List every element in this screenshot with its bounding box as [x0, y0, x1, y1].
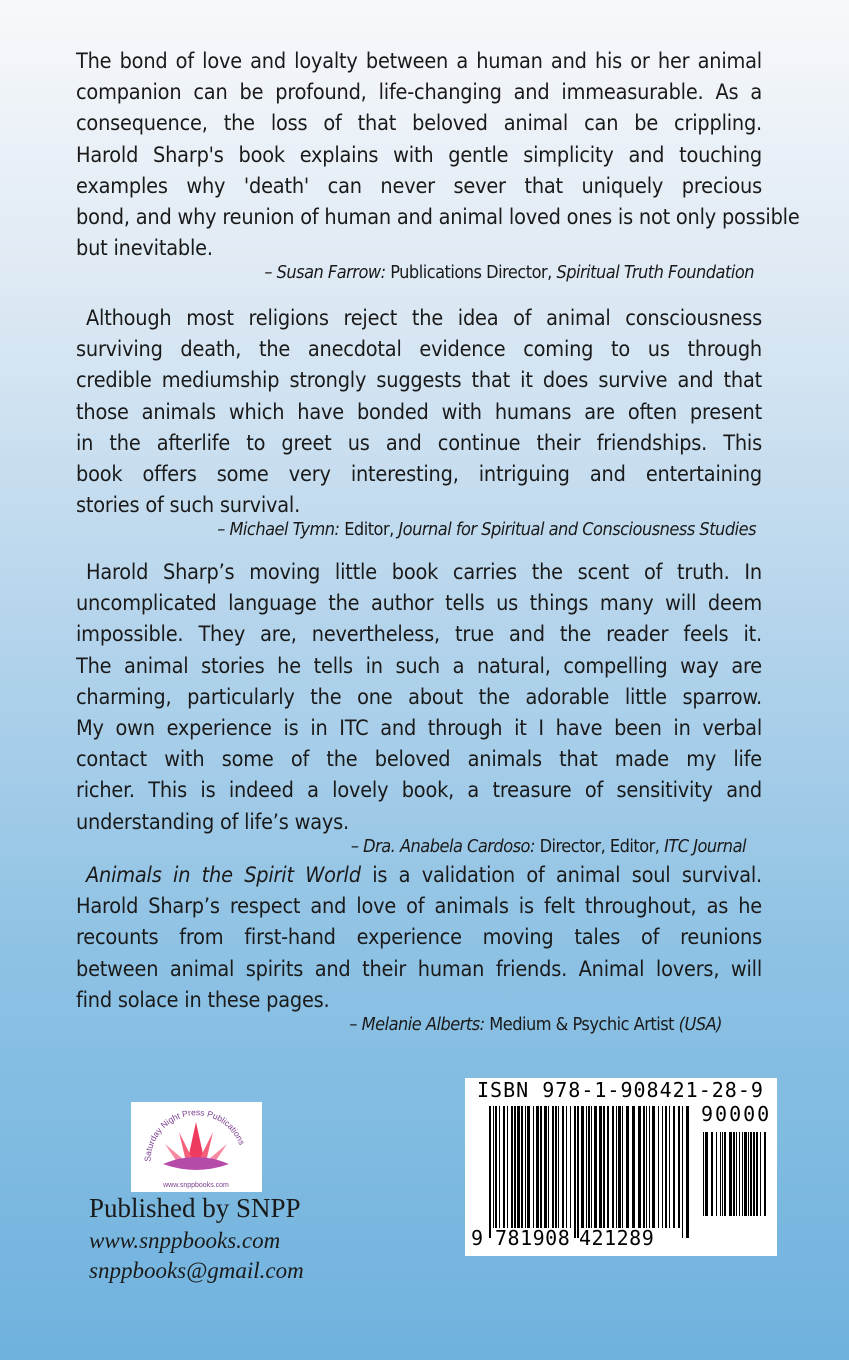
- publisher-email[interactable]: snppbooks@gmail.com: [89, 1258, 304, 1283]
- barcode-digits-right: 421289: [579, 1226, 655, 1250]
- review-line: find solace in these pages.: [76, 987, 330, 1013]
- barcode-bar: [742, 1132, 743, 1216]
- barcode-bar: [760, 1132, 761, 1216]
- review-line: consequence, the loss of that beloved animal can be crippling.: [76, 111, 762, 137]
- barcode-bar: [591, 1106, 592, 1228]
- published-by: Published by SNPP: [89, 1193, 301, 1223]
- publisher-logo: [131, 1102, 262, 1192]
- reviewer-org: ITC Journal: [664, 835, 746, 857]
- barcode-bar: [517, 1106, 520, 1228]
- review-line: book offers some very interesting, intriguing and entertaining: [76, 462, 762, 488]
- review-line: examples why 'death' can never sever that uniquely precious: [76, 173, 762, 199]
- barcode-bar: [764, 1132, 766, 1216]
- barcode-bar: [638, 1106, 641, 1228]
- reviewer-name: – Melanie Alberts:: [349, 1014, 485, 1036]
- review-line: Harold Sharp's book explains with gentle simplicity and touching: [76, 142, 762, 168]
- review-line: uncomplicated language the author tells us things many will deem: [76, 591, 762, 617]
- barcode-bar: [616, 1106, 617, 1228]
- barcode-bar: [750, 1132, 752, 1216]
- barcode-bar: [612, 1106, 614, 1228]
- review-text: is a validation of animal soul survival.: [360, 863, 763, 888]
- reviewer-role: Publications Director,: [390, 262, 552, 284]
- reviewer-org: Journal for Spiritual and Consciousness Studies: [398, 519, 756, 541]
- review-2: [76, 303, 762, 543]
- barcode-bar: [703, 1132, 704, 1216]
- reviewer-org: Spiritual Truth Foundation: [556, 262, 754, 284]
- barcode-bar: [753, 1132, 755, 1216]
- reviewer-role: Medium & Psychic Artist: [489, 1014, 674, 1036]
- barcode-bar: [577, 1106, 579, 1238]
- review-line: My own experience is in ITC and through it I have been in verbal: [76, 716, 762, 742]
- review-line: [76, 860, 762, 891]
- barcode-bar: [739, 1132, 740, 1216]
- barcode-bar: [673, 1106, 675, 1228]
- attribution: [76, 260, 754, 286]
- barcode-bar: [662, 1106, 663, 1228]
- barcode-digits-left: 781908: [495, 1226, 571, 1250]
- barcode-bar: [649, 1106, 650, 1228]
- review-line: credible mediumship strongly suggests that it does survive and that: [76, 368, 762, 394]
- review-line: recounts from first-hand experience moving tales of reunions: [76, 925, 762, 951]
- barcode-bar: [599, 1106, 602, 1228]
- barcode-bar: [552, 1106, 554, 1228]
- publisher-info: [89, 1190, 304, 1286]
- barcode-bar: [669, 1106, 670, 1228]
- barcode-bar: [722, 1132, 723, 1216]
- review-line: Although most religions reject the idea of animal consciousness: [86, 306, 762, 331]
- barcode-bar: [566, 1106, 567, 1228]
- barcode-bar: [711, 1132, 713, 1216]
- barcode-bar: [521, 1106, 523, 1228]
- review-line: but inevitable.: [76, 236, 213, 262]
- barcode-bar: [622, 1106, 623, 1228]
- review-1: [76, 46, 800, 286]
- review-line: stories of such survival.: [76, 493, 301, 519]
- review-line: Harold Sharp’s moving little book carries the scent of truth. In: [86, 560, 762, 585]
- review-line: charming, particularly the one about the adorable little sparrow.: [76, 684, 762, 710]
- barcode-bar: [643, 1106, 645, 1228]
- barcode-bar: [544, 1106, 547, 1228]
- barcode-bar: [574, 1106, 576, 1238]
- isbn-text: ISBN 978-1-908421-28-9: [477, 1078, 764, 1102]
- review-line: in the afterlife to greet us and continue their friendships. This: [76, 430, 762, 456]
- barcode-bar: [548, 1106, 549, 1228]
- review-line: The bond of love and loyalty between a human and his or her animal: [76, 49, 762, 74]
- barcode-bar: [626, 1106, 629, 1228]
- review-line: richer. This is indeed a lovely book, a treasure of sensitivity and: [76, 778, 762, 804]
- barcode-bar: [527, 1106, 530, 1228]
- barcode-bar: [618, 1106, 621, 1228]
- barcode-bar: [678, 1106, 680, 1228]
- barcode-bar: [646, 1106, 647, 1228]
- barcode-bar: [503, 1106, 505, 1228]
- reviewer-org: (USA): [678, 1014, 722, 1036]
- book-title: Animals in the Spirit World: [86, 863, 361, 888]
- svg-text:www.snppbooks.com: www.snppbooks.com: [163, 1182, 229, 1189]
- review-line: surviving death, the anecdotal evidence coming to us through: [76, 337, 762, 363]
- reviewer-role: Editor,: [344, 519, 394, 541]
- barcode-bar: [489, 1106, 491, 1238]
- barcode-bar: [748, 1132, 749, 1216]
- review-line: understanding of life’s ways.: [76, 809, 349, 835]
- barcode-bar: [705, 1132, 708, 1216]
- barcode-bar: [570, 1106, 571, 1228]
- barcode-bar: [493, 1106, 494, 1228]
- attribution: [76, 517, 756, 543]
- reviewer-name: – Dra. Anabela Cardoso:: [350, 835, 535, 857]
- barcode-bar: [525, 1106, 526, 1228]
- barcode-bar: [652, 1106, 655, 1228]
- barcode-bar: [736, 1132, 737, 1216]
- review-3: [76, 557, 762, 860]
- review-line: companion can be profound, life-changing and immeasurable. As a: [76, 80, 762, 106]
- barcode-bar: [603, 1106, 605, 1228]
- review-line: The animal stories he tells in such a natural, compelling way are: [76, 653, 762, 679]
- barcode-bar: [540, 1106, 542, 1228]
- barcode-bar: [495, 1106, 497, 1228]
- barcode-bar: [555, 1106, 557, 1228]
- reviewer-name: – Susan Farrow:: [264, 262, 386, 284]
- barcode-bar: [558, 1106, 559, 1228]
- review-line: between animal spirits and their human friends. Animal lovers, will: [76, 956, 762, 982]
- barcode-bar: [682, 1106, 683, 1238]
- barcode-bar: [607, 1106, 609, 1228]
- barcode-bar: [724, 1132, 726, 1216]
- barcode-bar: [588, 1106, 590, 1228]
- barcode-bar: [533, 1106, 534, 1228]
- barcode-bar: [729, 1132, 732, 1216]
- barcode-bar: [594, 1106, 597, 1228]
- barcode-bar: [733, 1132, 735, 1216]
- barcode-bar: [562, 1106, 564, 1228]
- review-line: impossible. They are, nevertheless, true and the reader feels it.: [76, 622, 762, 648]
- svg-text:Saturday Night Press Publicati: Saturday Night Press Publications: [142, 1107, 248, 1162]
- barcode-digit: 9: [471, 1226, 484, 1250]
- barcode-bar: [632, 1106, 635, 1228]
- barcode-bar: [499, 1106, 500, 1228]
- barcode-bar: [536, 1106, 539, 1228]
- barcode-bar: [581, 1106, 584, 1228]
- review-line: bond, and why reunion of human and animal loved ones is not only possible: [76, 205, 800, 231]
- review-4: [76, 860, 762, 1038]
- price-code: 90000: [701, 1102, 772, 1126]
- isbn-barcode: [465, 1078, 777, 1256]
- review-line: Harold Sharp’s respect and love of animals is felt throughout, as he: [76, 894, 762, 920]
- barcode-bar: [658, 1106, 659, 1228]
- barcode-bar: [507, 1106, 508, 1228]
- barcode-bar: [586, 1106, 587, 1228]
- review-line: those animals which have bonded with humans are often present: [76, 399, 762, 425]
- barcode-bar: [511, 1106, 513, 1228]
- reviewer-role: Director, Editor,: [539, 835, 660, 857]
- barcode-bar: [756, 1132, 758, 1216]
- barcode-bar: [720, 1132, 721, 1216]
- barcode-bar: [686, 1106, 689, 1238]
- barcode-bar: [716, 1132, 717, 1216]
- reviewer-name: – Michael Tymn:: [217, 519, 340, 541]
- review-line: contact with some of the beloved animals that made my life: [76, 747, 762, 773]
- barcode-bar: [514, 1106, 516, 1228]
- barcode-bar: [665, 1106, 667, 1228]
- lotus-icon: [163, 1122, 229, 1170]
- barcode-bar: [744, 1132, 747, 1216]
- publisher-website[interactable]: www.snppbooks.com: [89, 1228, 281, 1253]
